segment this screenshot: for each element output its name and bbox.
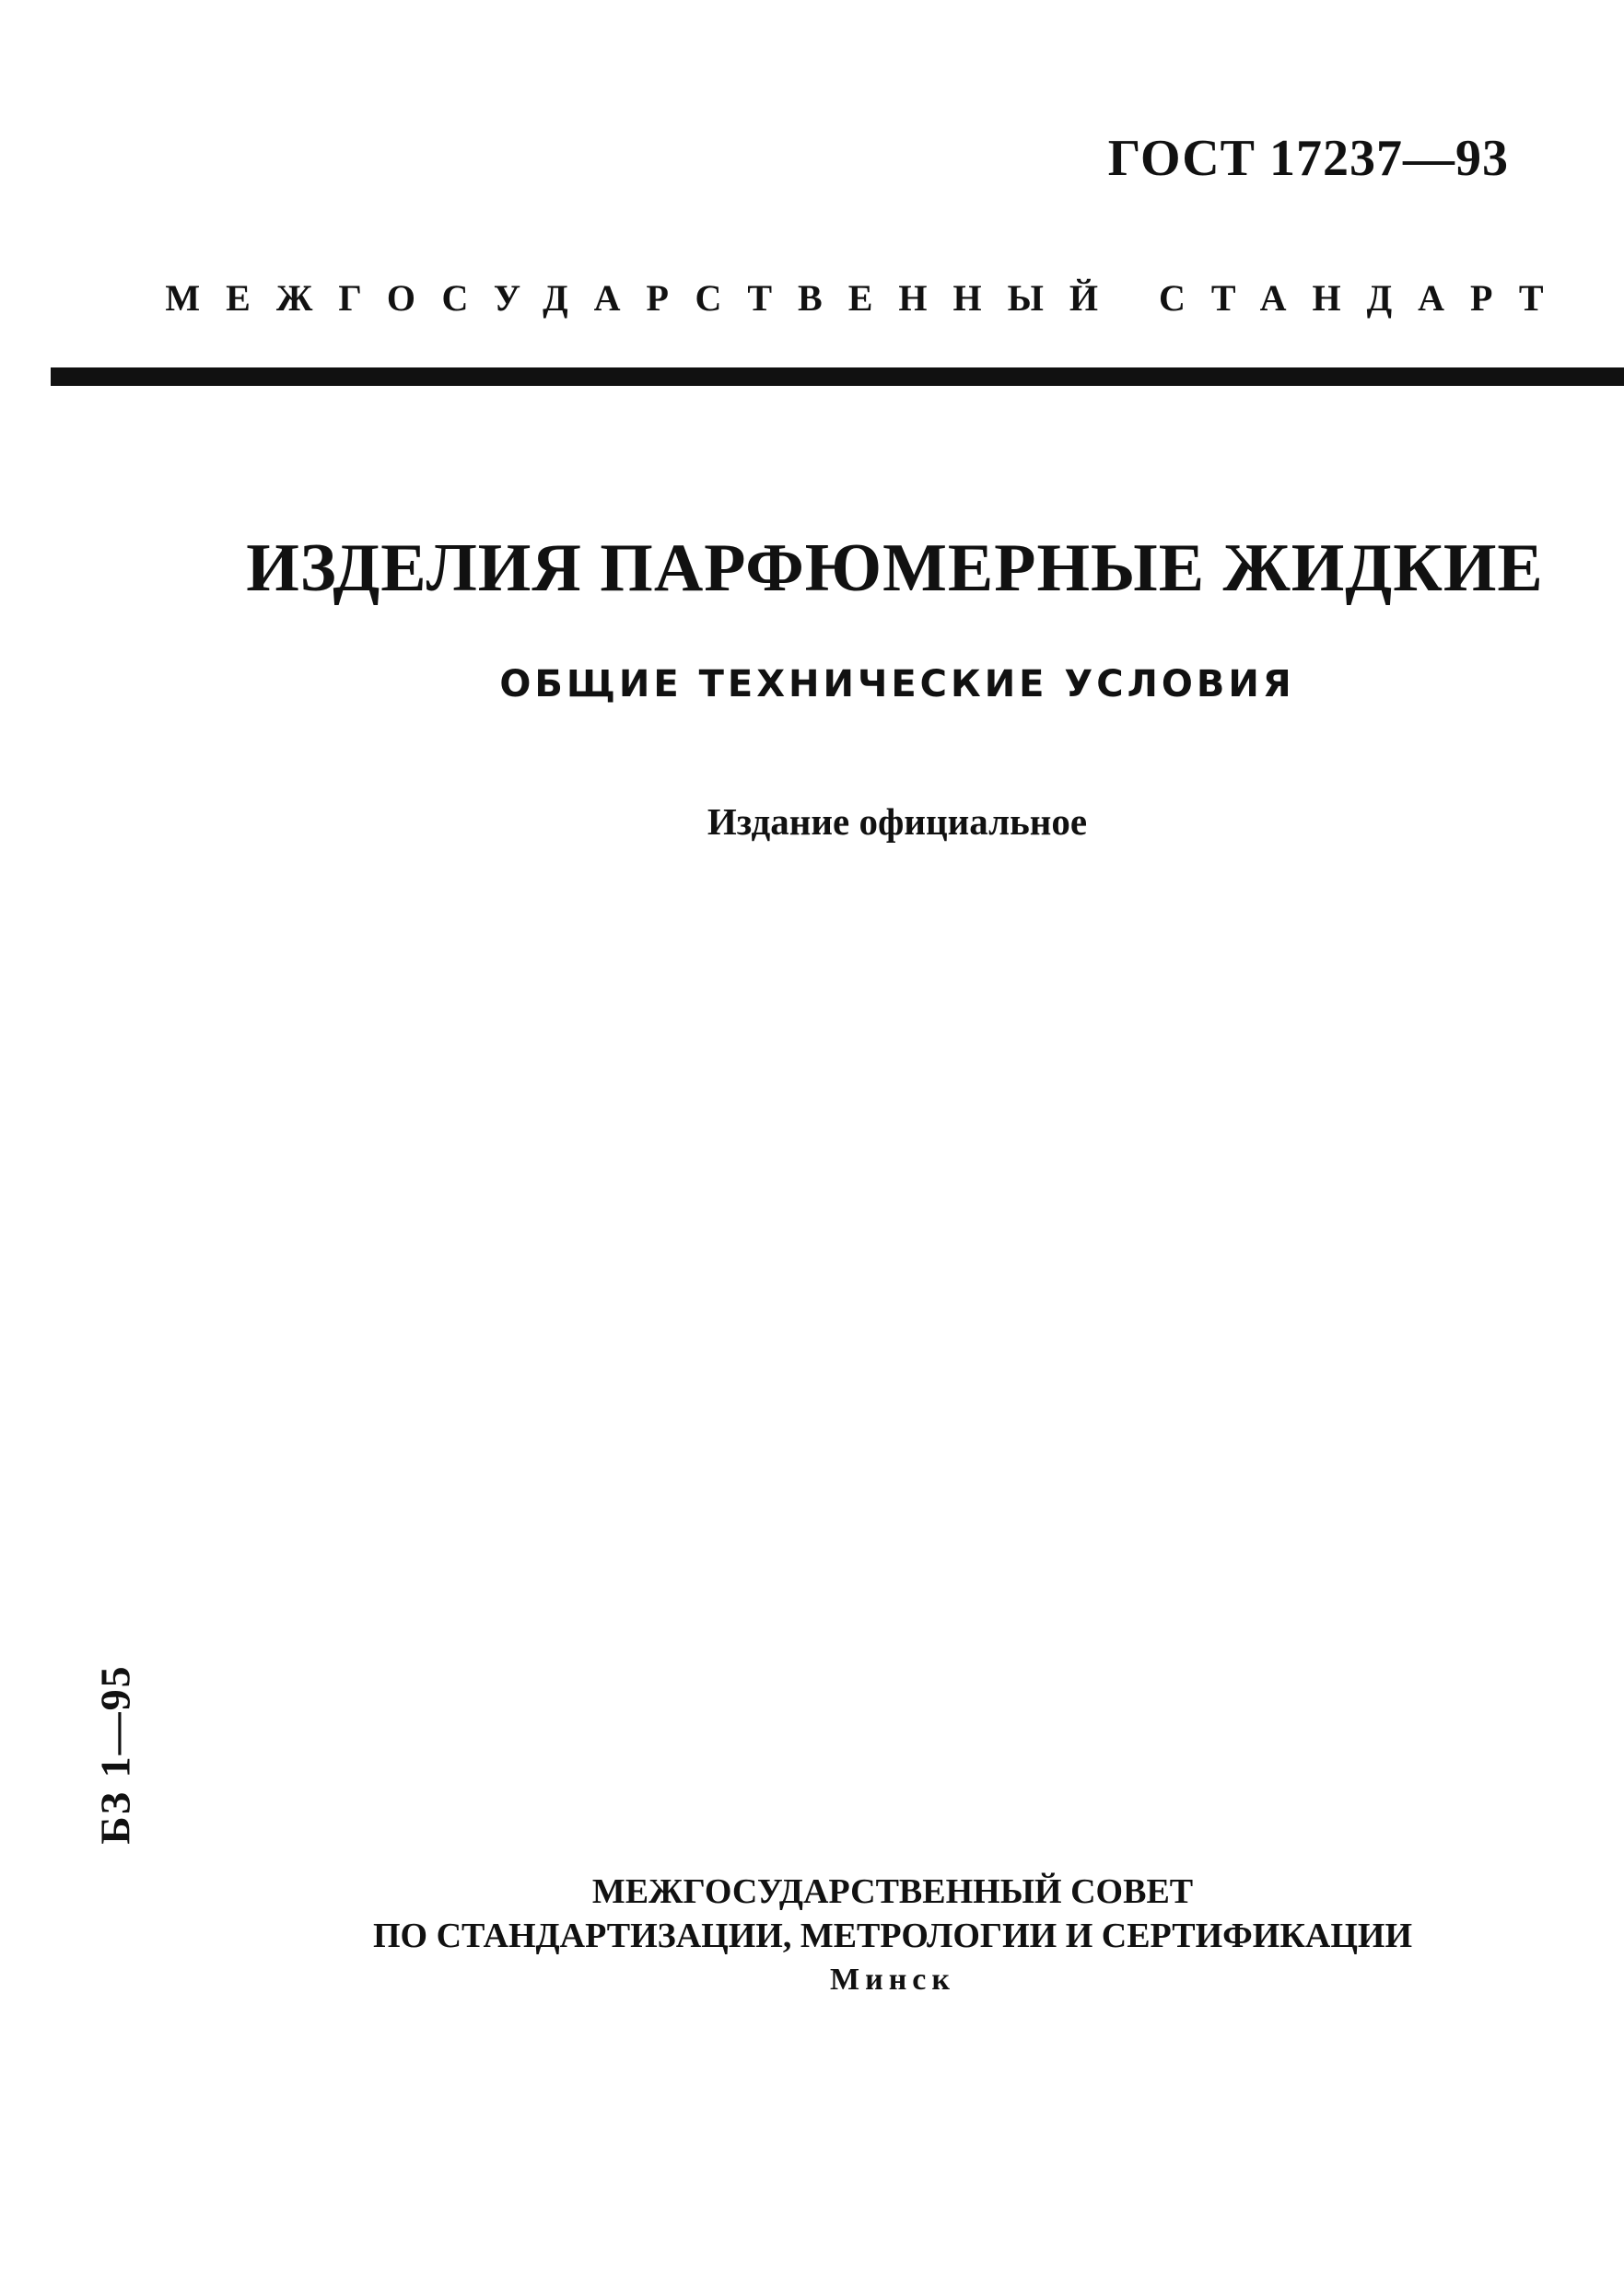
edition-note: Издание официальное [707,800,1088,843]
publisher-city: Минск [830,1963,955,1997]
publisher-block [0,1870,1624,2002]
document-subtitle: ОБЩИЕ ТЕХНИЧЕСКИЕ УСЛОВИЯ [499,663,1295,705]
document-title: ИЗДЕЛИЯ ПАРФЮМЕРНЫЕ ЖИДКИЕ [246,530,1544,606]
publisher-line-1: МЕЖГОСУДАРСТВЕННЫЙ СОВЕТ [591,1872,1194,1911]
standard-number: ГОСТ 17237—93 [1107,130,1509,187]
catalog-code: БЗ 1—95 [91,1664,139,1845]
header-label: МЕЖГОСУДАРСТВЕННЫЙ СТАНДАРТ [165,277,1570,319]
publisher-line-2: ПО СТАНДАРТИЗАЦИИ, МЕТРОЛОГИИ И СЕРТИФИКАЦИИ [372,1917,1412,1955]
header-divider [51,367,1624,386]
